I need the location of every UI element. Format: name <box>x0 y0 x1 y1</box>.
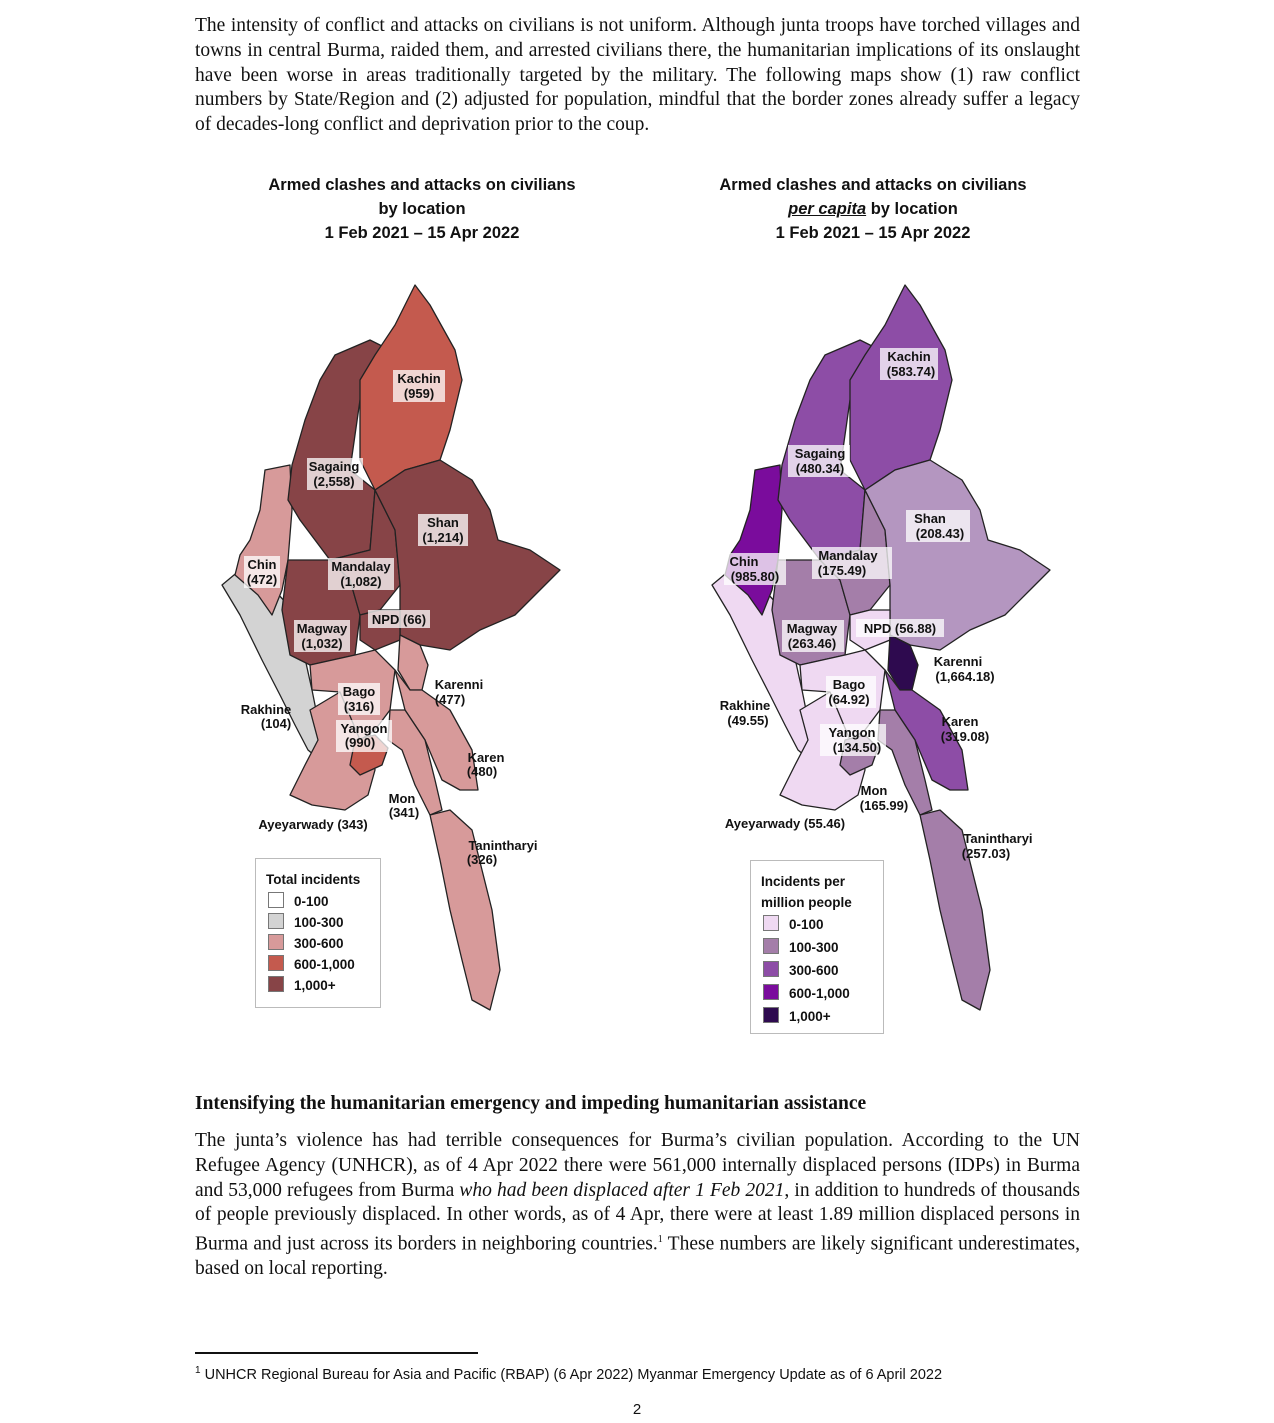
pc-label-karen: Karen <box>941 714 979 729</box>
pc-label-magway: Magway <box>786 621 838 636</box>
legend-title <box>761 871 852 913</box>
legend-label: 1,000+ <box>789 1009 831 1024</box>
legend-item <box>268 955 355 975</box>
legend-swatch <box>763 984 779 1000</box>
legend-label: 1,000+ <box>294 978 336 993</box>
footnote-reference[interactable]: 1 <box>657 1234 663 1246</box>
pc-label-npd: NPD (56.88) <box>863 621 937 636</box>
left-map-title <box>192 173 652 245</box>
left-map-title-line2: by location <box>378 200 466 218</box>
legend-label: 300-600 <box>294 936 344 951</box>
map-value-shan: (1,214) <box>422 530 464 545</box>
region-kachin-pc <box>850 285 952 490</box>
pc-value-karenni: (1,664.18) <box>935 669 995 684</box>
map-value-bago: (316) <box>343 699 375 714</box>
map-label-bago: Bago <box>342 684 376 699</box>
legend-swatch <box>268 913 284 929</box>
per-capita-emphasis: per capita <box>788 200 867 218</box>
legend-swatch <box>268 955 284 971</box>
legend-swatch <box>763 961 779 977</box>
legend-label: 600-1,000 <box>294 957 355 972</box>
page-number: 2 <box>632 1401 642 1418</box>
legend-item <box>268 934 344 954</box>
legend-item <box>763 1007 831 1027</box>
map-value-mon: (341) <box>388 805 420 820</box>
legend-item <box>268 892 329 912</box>
pc-value-karen: (319.08) <box>940 729 990 744</box>
footnote-text: UNHCR Regional Bureau for Asia and Pacific (RBAP) (6 Apr 2022) Myanmar Emergency Update as of 6 April 2022 <box>200 1366 943 1383</box>
footnote-divider <box>195 1352 478 1354</box>
map-label-chin: Chin <box>247 557 277 572</box>
legend-title-line2: million people <box>761 895 852 910</box>
pc-label-shan: Shan <box>914 511 946 526</box>
left-map-title-line3: 1 Feb 2021 – 15 Apr 2022 <box>324 224 520 242</box>
legend-title: Total incidents <box>266 872 361 887</box>
legend-item <box>763 961 839 981</box>
pc-label-kachin: Kachin <box>887 349 931 364</box>
legend-swatch <box>268 976 284 992</box>
pc-value-shan: (208.43) <box>915 526 965 541</box>
legend-swatch <box>268 934 284 950</box>
map-label-yangon: Yangon <box>340 721 388 736</box>
pc-value-rakhine: (49.55) <box>727 713 769 728</box>
body-text-3: These numbers are likely significant underestimates, based on local reporting. <box>195 1233 1080 1280</box>
legend-label: 600-1,000 <box>789 986 850 1001</box>
map-label-karen: Karen <box>467 750 505 765</box>
map-value-yangon: (990) <box>344 735 376 750</box>
pc-value-sagaing: (480.34) <box>795 461 845 476</box>
pc-label-yangon: Yangon <box>828 725 876 740</box>
legend-label: 100-300 <box>294 915 344 930</box>
legend-swatch <box>763 915 779 931</box>
legend-label: 0-100 <box>789 917 824 932</box>
pc-label-bago: Bago <box>832 677 866 692</box>
section-heading: Intensifying the humanitarian emergency and impeding humanitarian assistance <box>195 1093 867 1114</box>
pc-value-magway: (263.46) <box>787 636 837 651</box>
right-map-legend <box>750 860 884 1034</box>
map-label-mon: Mon <box>388 791 416 806</box>
right-map-title <box>643 173 1103 245</box>
map-label-tanintharyi: Tanintharyi <box>468 838 538 853</box>
legend-item <box>763 938 839 958</box>
map-value-magway: (1,032) <box>301 636 343 651</box>
pc-label-karenni: Karenni <box>933 654 983 669</box>
intro-paragraph: The intensity of conflict and attacks on civilians is not uniform. Although junta troops have torched villages and towns in central Burma, raided them, and arrested civilians there, the humanitarian implications of its onslaught have been worse in areas traditionally targeted by the military. The following maps show (1) raw conflict numbers by State/Region and (2) adjusted for population, mindful that the border zones already suffer a legacy of decades-long conflict and deprivation prior to the coup. <box>195 15 1080 136</box>
legend-item <box>763 984 850 1004</box>
map-label-kachin: Kachin <box>397 371 441 386</box>
map-value-mandalay: (1,082) <box>340 574 382 589</box>
left-map-title-line1: Armed clashes and attacks on civilians <box>268 176 576 194</box>
map-label-karenni: Karenni <box>434 677 484 692</box>
map-value-kachin: (959) <box>403 386 435 401</box>
body-paragraph <box>195 1129 1080 1282</box>
right-map-title-line2-rest: by location <box>866 200 958 218</box>
map-value-rakhine: (104) <box>260 716 292 731</box>
pc-label-sagaing: Sagaing <box>794 446 846 461</box>
map-value-karen: (480) <box>466 764 498 779</box>
map-label-sagaing: Sagaing <box>308 459 360 474</box>
left-map-legend <box>255 858 381 1008</box>
body-text-1: The junta’s violence has had terrible consequences for Burma’s civilian population. According to the UN Refugee Agency (UNHCR), as of 4 Apr 2022 there were 561,000 internally displaced persons (IDPs) in Burma and 53,000 refugees from Burma <box>195 1130 1080 1201</box>
body-italic-text: who had been displaced after 1 Feb 2021 <box>459 1179 785 1201</box>
pc-label-mon: Mon <box>860 783 888 798</box>
pc-value-mon: (165.99) <box>859 798 909 813</box>
legend-label: 100-300 <box>789 940 839 955</box>
map-value-sagaing: (2,558) <box>313 474 355 489</box>
legend-item <box>268 913 344 933</box>
map-label-rakhine: Rakhine <box>240 702 292 717</box>
legend-swatch <box>763 938 779 954</box>
legend-item <box>763 915 824 935</box>
map-label-mandalay: Mandalay <box>331 559 391 574</box>
footnote <box>195 1365 942 1383</box>
pc-value-yangon: (134.50) <box>832 740 882 755</box>
right-map-title-line2 <box>643 197 1103 221</box>
pc-label-rakhine: Rakhine <box>719 698 771 713</box>
map-value-karenni: (477) <box>434 692 466 707</box>
pc-label-mandalay: Mandalay <box>818 548 878 563</box>
map-label-shan: Shan <box>427 515 459 530</box>
map-value-chin: (472) <box>246 572 278 587</box>
map-value-tanintharyi: (326) <box>466 852 498 867</box>
pc-label-tanintharyi: Tanintharyi <box>963 831 1033 846</box>
legend-item <box>268 976 336 996</box>
right-map-title-line1: Armed clashes and attacks on civilians <box>719 176 1027 194</box>
legend-label: 300-600 <box>789 963 839 978</box>
pc-label-chin: Chin <box>729 554 759 569</box>
body-text-2: , in addition to hundreds of thousands of people previously displaced. In other words, as of 4 Apr, there were at least 1.89 million displaced persons in Burma and just across its borders in neighboring countries. <box>195 1179 1080 1255</box>
pc-value-tanintharyi: (257.03) <box>961 846 1011 861</box>
legend-title-line1: Incidents per <box>761 874 846 889</box>
pc-value-mandalay: (175.49) <box>817 563 867 578</box>
pc-label-ayeyarwady: Ayeyarwady (55.46) <box>724 816 846 831</box>
legend-label: 0-100 <box>294 894 329 909</box>
map-label-ayeyarwady: Ayeyarwady (343) <box>258 817 368 832</box>
legend-swatch <box>268 892 284 908</box>
pc-value-kachin: (583.74) <box>886 364 936 379</box>
map-label-magway: Magway <box>296 621 348 636</box>
pc-value-bago: (64.92) <box>828 692 870 707</box>
pc-value-chin: (985.80) <box>730 569 780 584</box>
right-map-title-line3: 1 Feb 2021 – 15 Apr 2022 <box>775 224 971 242</box>
legend-swatch <box>763 1007 779 1023</box>
footnote-marker: 1 <box>195 1365 201 1376</box>
map-label-npd: NPD (66) <box>371 612 427 627</box>
